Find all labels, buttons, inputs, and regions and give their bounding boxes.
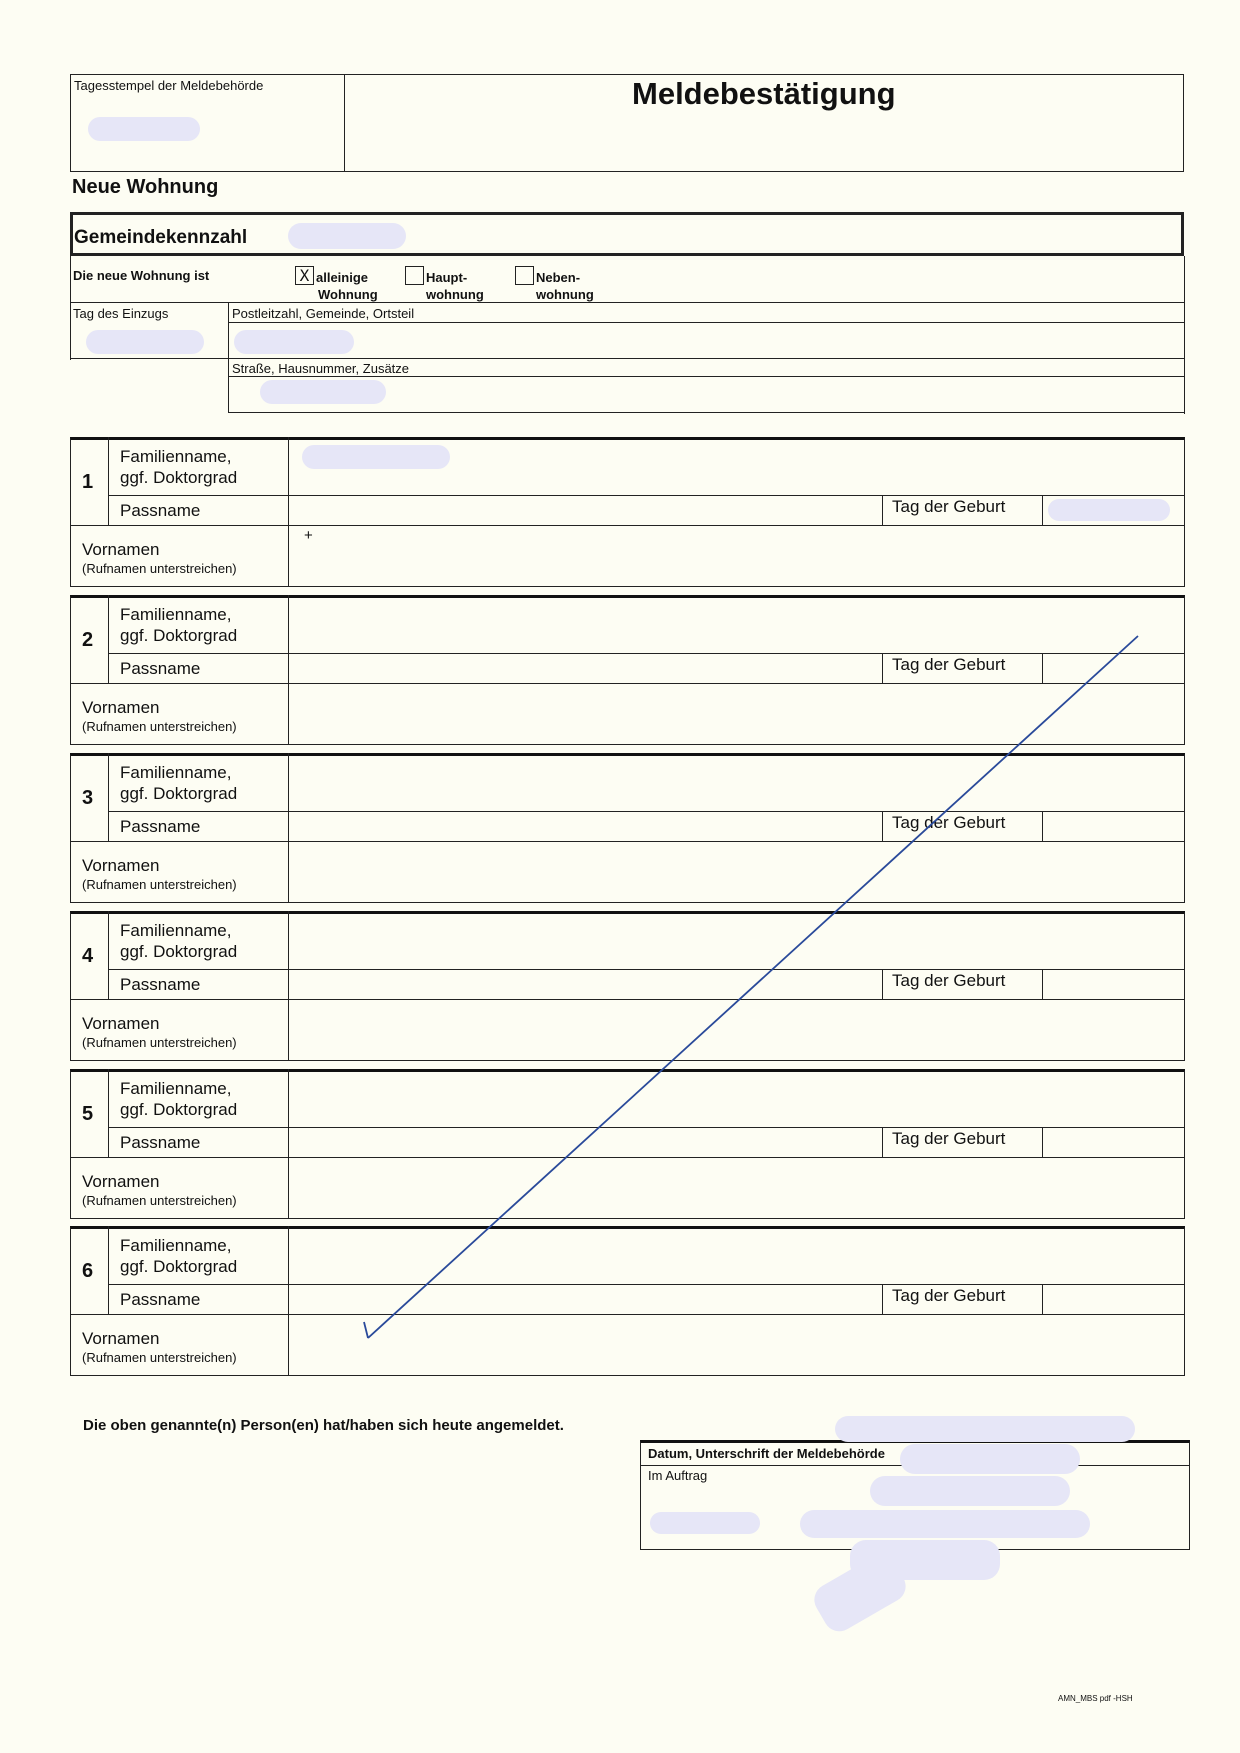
option-secondary-residence-line2: wohnung bbox=[536, 287, 594, 302]
first-names-label: Vornamen bbox=[82, 1014, 160, 1033]
doctor-title-label: ggf. Doktorgrad bbox=[120, 626, 238, 645]
family-name-label: Familienname, bbox=[120, 763, 232, 782]
municipality-code-label: Gemeindekennzahl bbox=[74, 227, 248, 248]
page-title: Meldebestätigung bbox=[632, 76, 896, 111]
first-names-hint: (Rufnamen unterstreichen) bbox=[82, 1350, 237, 1365]
person-number: 3 bbox=[82, 787, 94, 809]
signature-label: Datum, Unterschrift der Meldebehörde bbox=[648, 1446, 885, 1461]
pen-stroke bbox=[364, 636, 1138, 1338]
birth-date-label: Tag der Geburt bbox=[892, 655, 1006, 674]
passname-label: Passname bbox=[120, 817, 201, 836]
passname-label: Passname bbox=[120, 659, 201, 678]
person-number: 5 bbox=[82, 1103, 94, 1125]
birth-date-label: Tag der Geburt bbox=[892, 1129, 1006, 1148]
passname-label: Passname bbox=[120, 975, 201, 994]
person-number: 1 bbox=[82, 471, 94, 493]
postcode-label: Postleitzahl, Gemeinde, Ortsteil bbox=[232, 306, 415, 321]
passname-label: Passname bbox=[120, 1290, 201, 1309]
option-sole-residence-line2: Wohnung bbox=[318, 287, 378, 302]
option-main-residence-line1: Haupt- bbox=[426, 270, 468, 285]
birth-date-label: Tag der Geburt bbox=[892, 971, 1006, 990]
passname-label: Passname bbox=[120, 501, 201, 520]
first-names-hint: (Rufnamen unterstreichen) bbox=[82, 561, 237, 576]
handwritten-mark: + bbox=[304, 527, 313, 544]
signature-redaction-3 bbox=[650, 1512, 760, 1534]
first-names-label: Vornamen bbox=[82, 540, 160, 559]
option-main-residence-line2: wohnung bbox=[426, 287, 484, 302]
doctor-title-label: ggf. Doktorgrad bbox=[120, 1257, 238, 1276]
person-number: 6 bbox=[82, 1260, 94, 1282]
family-name-label: Familienname, bbox=[120, 1236, 232, 1255]
move-in-date-label: Tag des Einzugs bbox=[73, 306, 169, 321]
doctor-title-label: ggf. Doktorgrad bbox=[120, 1100, 238, 1119]
birth-date-label: Tag der Geburt bbox=[892, 813, 1006, 832]
first-names-hint: (Rufnamen unterstreichen) bbox=[82, 719, 237, 734]
section-heading-new-residence: Neue Wohnung bbox=[72, 176, 219, 198]
person-number: 2 bbox=[82, 629, 94, 651]
option-sole-residence-line1: alleinige bbox=[316, 270, 369, 285]
first-names-label: Vornamen bbox=[82, 698, 160, 717]
registration-statement: Die oben genannte(n) Person(en) hat/haben sich heute angemeldet. bbox=[83, 1417, 564, 1434]
family-name-label: Familienname, bbox=[120, 605, 232, 624]
street-label: Straße, Hausnummer, Zusätze bbox=[232, 361, 410, 376]
stamp-label: Tagesstempel der Meldebehörde bbox=[74, 78, 264, 93]
first-names-hint: (Rufnamen unterstreichen) bbox=[82, 877, 237, 892]
on-behalf-label: Im Auftrag bbox=[648, 1468, 708, 1483]
signature-redaction-1 bbox=[900, 1444, 1080, 1474]
signature-redaction-top bbox=[835, 1416, 1135, 1442]
passname-label: Passname bbox=[120, 1133, 201, 1152]
first-names-label: Vornamen bbox=[82, 856, 160, 875]
checkbox-sole-residence[interactable]: X bbox=[295, 266, 314, 285]
first-names-label: Vornamen bbox=[82, 1172, 160, 1191]
document-code: AMN_MBS pdf -HSH bbox=[1058, 1694, 1133, 1703]
signature-redaction-4 bbox=[800, 1510, 1090, 1538]
family-name-label: Familienname, bbox=[120, 1079, 232, 1098]
first-names-hint: (Rufnamen unterstreichen) bbox=[82, 1193, 237, 1208]
person-number: 4 bbox=[82, 945, 94, 967]
family-name-label: Familienname, bbox=[120, 921, 232, 940]
doctor-title-label: ggf. Doktorgrad bbox=[120, 942, 238, 961]
signature-redaction-2 bbox=[870, 1476, 1070, 1506]
residence-type-label: Die neue Wohnung ist bbox=[73, 268, 210, 283]
first-names-hint: (Rufnamen unterstreichen) bbox=[82, 1035, 237, 1050]
first-names-label: Vornamen bbox=[82, 1329, 160, 1348]
doctor-title-label: ggf. Doktorgrad bbox=[120, 784, 238, 803]
option-secondary-residence-line1: Neben- bbox=[536, 270, 581, 285]
doctor-title-label: ggf. Doktorgrad bbox=[120, 468, 238, 487]
family-name-label: Familienname, bbox=[120, 447, 232, 466]
birth-date-label: Tag der Geburt bbox=[892, 497, 1006, 516]
birth-date-label: Tag der Geburt bbox=[892, 1286, 1006, 1305]
